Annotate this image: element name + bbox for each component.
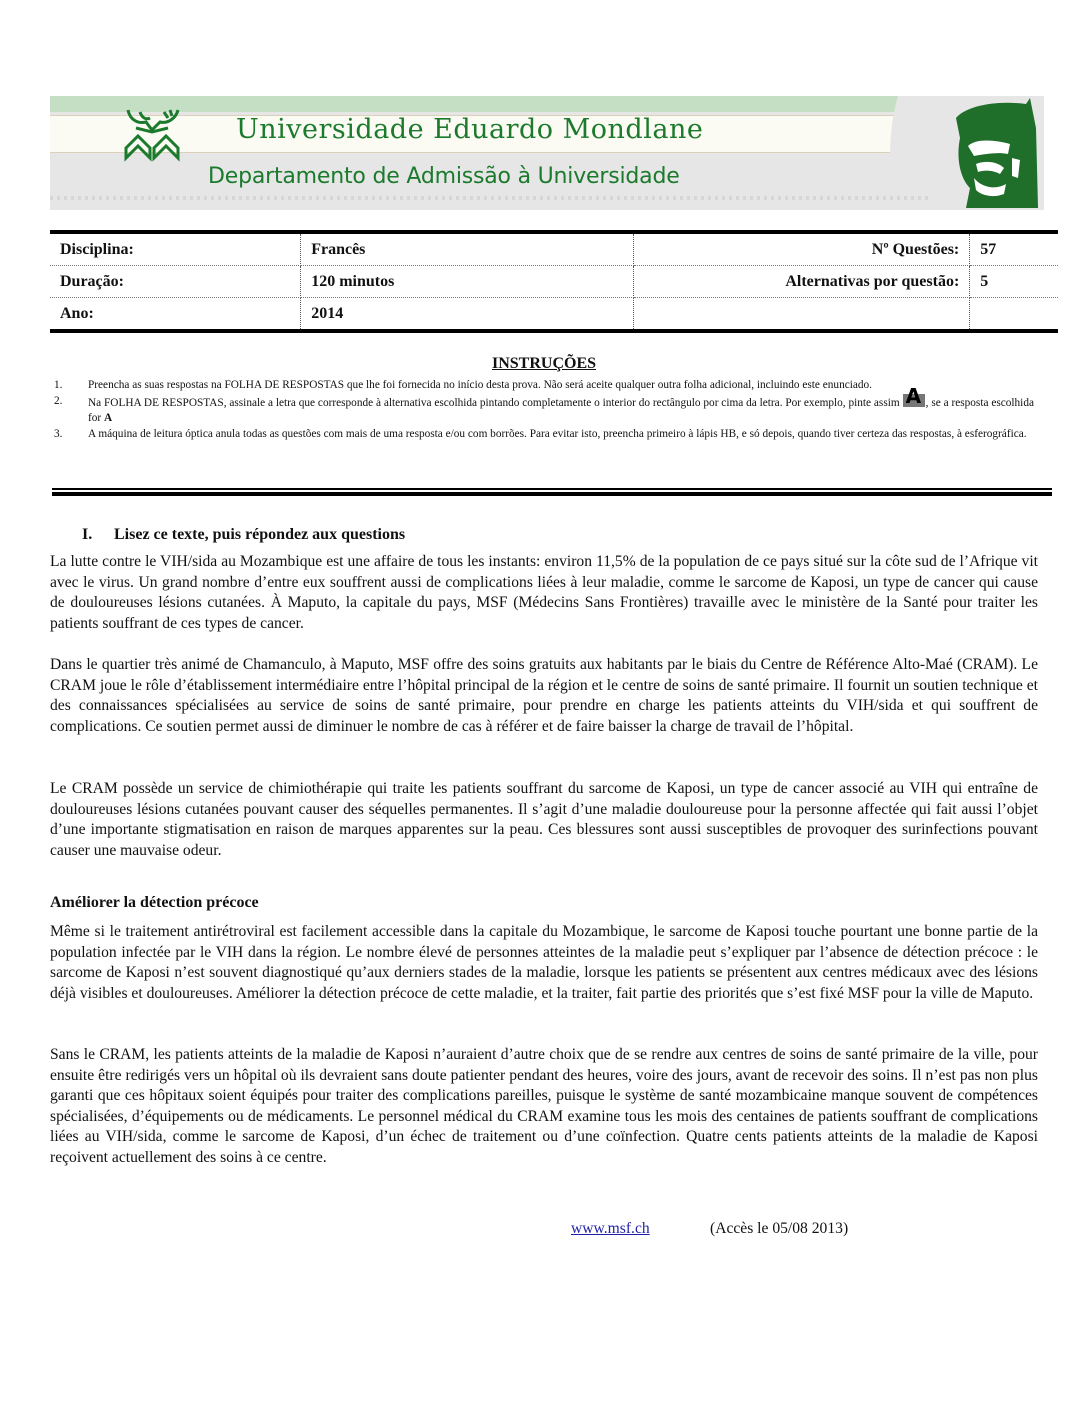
alternatives-label: Alternativas por questão: (634, 266, 970, 298)
instructions-title: INSTRUÇÕES (491, 355, 597, 372)
bold-letter: A (104, 412, 113, 424)
year-label: Ano: (50, 298, 301, 332)
filled-answer-sample-icon (903, 383, 925, 408)
text-paragraph: Même si le traitement antirétroviral est facilement accessible dans la capitale du Mozambique, le sarcome de Kaposi touche pourtant une bonne partie de la population infectée par le VIH dans la région. Le nombre élevé de personnes atteintes de la maladie peut s’expliquer par l’absence de détection précoce : le sarcome de Kaposi n’est souvent diagnostiqué qu’aux derniers stades de la maladie, lorsque les patients se présentent aux centres médicaux avec des lésions déjà visibles et douloureuses. Améliorer la détection précoce de cette maladie, et la traiter, fait partie des priorités que s’est fixé MSF pour la ville de Maputo. (50, 923, 1038, 1002)
alternatives-value: 5 (970, 266, 1058, 298)
section-heading (82, 526, 405, 544)
instruction-number: 2. (54, 394, 63, 407)
duration-value: 120 minutos (301, 266, 634, 298)
section-number: I. (82, 526, 93, 543)
empty-cell (970, 298, 1058, 332)
text-paragraph: Sans le CRAM, les patients atteints de la maladie de Kaposi n’auraient d’autre choix que de se rendre aux centres de soins de santé primaire de la ville, pour ensuite être redirigés vers un hôpital où ils devraient sans doute patienter pendant des heures, voire des jours, avant de recevoir des soins. Il n’est pas non plus garanti que ces hôpitaux soient équipés pour traiter des complications pareilles, puisque le système de santé mozambicaine manque souvent de compétences spécialisées, d’équipements ou de médicaments. Le personnel médical du CRAM examine tous les mois des centaines de patients souffrant de complications liées au VIH/sida, comme le sarcome de Kaposi, d’un échec de traitement ou d’une coïnfection. Quatre cents patients atteints de la maladie de Kaposi reçoivent actuellement des soins à ce centre. (50, 1046, 1038, 1166)
text-paragraph: La lutte contre le VIH/sida au Mozambique est une affaire de tous les instants: environ 11,5% de la population de ce pays situé sur la côte sud de l’Afrique vit avec le virus. Un grand nombre d’entre eux souffrent aussi de complications liées à leur maladie, comme le sarcome de Kaposi, un type de cancer qui cause de douloureuses lésions cutanées. À Maputo, la capitale du pays, MSF (Médecins Sans Frontières) travaille avec le ministère de la Santé pour traiter les patients souffrant de ces types de cancer. (50, 553, 1038, 632)
discipline-label: Disciplina: (50, 232, 301, 266)
duration-label: Duração: (50, 266, 301, 298)
source-link-wrap (571, 1220, 650, 1238)
section-divider (52, 488, 1052, 492)
portrait-icon (946, 98, 1042, 208)
instruction-text-after: , se a resposta escolhida for (88, 396, 1034, 424)
empty-cell (634, 298, 970, 332)
year-value: 2014 (301, 298, 634, 332)
university-name: Universidade Eduardo Mondlane (236, 114, 704, 145)
section-title: Lisez ce texte, puis répondez aux questions (114, 526, 406, 543)
university-banner (50, 96, 1044, 210)
access-date: (Accès le 05/08 2013) (710, 1220, 849, 1237)
instruction-item (54, 427, 1034, 443)
text-subheading: Améliorer la détection précoce (50, 894, 259, 911)
instruction-text: A máquina de leitura óptica anula todas as questões com mais de uma resposta e/ou com borrões. Para evitar isto, preencha primeiro à lápis HB, e só depois, quando tiver certeza das respostas, à esferográfica. (88, 427, 1027, 440)
instruction-item (54, 378, 1034, 394)
instruction-text-before: Na FOLHA DE RESPOSTAS, assinale a letra que corresponde à alternativa escolhida pintando completamente o interior do rectângulo por cima da letra. Por exemplo, pinte assim (88, 396, 900, 409)
instruction-text: Preencha as suas respostas na FOLHA DE RESPOSTAS que lhe foi fornecida no início desta prova. Não será aceite qualquer outra folha adicional, incluindo este enunciado. (88, 379, 873, 391)
questions-value: 57 (970, 232, 1058, 266)
uem-logo-icon (120, 106, 184, 162)
text-paragraph: Dans le quartier très animé de Chamanculo, à Maputo, MSF offre des soins gratuits aux habitants par le biais du Centre de Référence Alto-Maé (CRAM). Le CRAM joue le rôle d’établissement intermédiaire entre l’hôpital principal de la région et le centre de soins de santé primaire. Il fournit un soutien technique et des connaissances spécialisées au service de soins de santé primaire, pour prendre en charge les patients atteints du VIH/sida et qui souffrent de complications. Ce soutien permet aussi de diminuer le nombre de cas à référer et de faire baisser la charge de travail de l’hôpital. (50, 656, 1038, 735)
banner-texture (50, 196, 930, 200)
sample-letter: A (905, 383, 922, 408)
discipline-value: Francês (301, 232, 634, 266)
instruction-number: 1. (54, 379, 63, 391)
info-row (50, 298, 1058, 332)
info-row (50, 266, 1058, 298)
exam-info-table (50, 230, 1058, 333)
department-name: Departamento de Admissão à Universidade (208, 164, 680, 189)
instruction-number: 3. (54, 427, 63, 440)
questions-label: Nº Questões: (634, 232, 970, 266)
source-link[interactable]: www.msf.ch (571, 1220, 650, 1237)
text-paragraph: Le CRAM possède un service de chimiothérapie qui traite les patients souffrant du sarcome de Kaposi, un type de cancer associé au VIH qui entraîne de douloureuses lésions cutanées pouvant causer des séquelles permanentes. Il s’agit d’une maladie douloureuse pour la personne affectée qui fait aussi l’objet d’une importante stigmatisation en raison de marques apparentes sur la peau. Ces blessures sont aussi susceptibles de provoquer des surinfections pouvant causer une mauvaise odeur. (50, 780, 1038, 859)
info-row (50, 232, 1058, 266)
instructions-list (54, 378, 1034, 442)
banner-stripe (50, 96, 950, 112)
